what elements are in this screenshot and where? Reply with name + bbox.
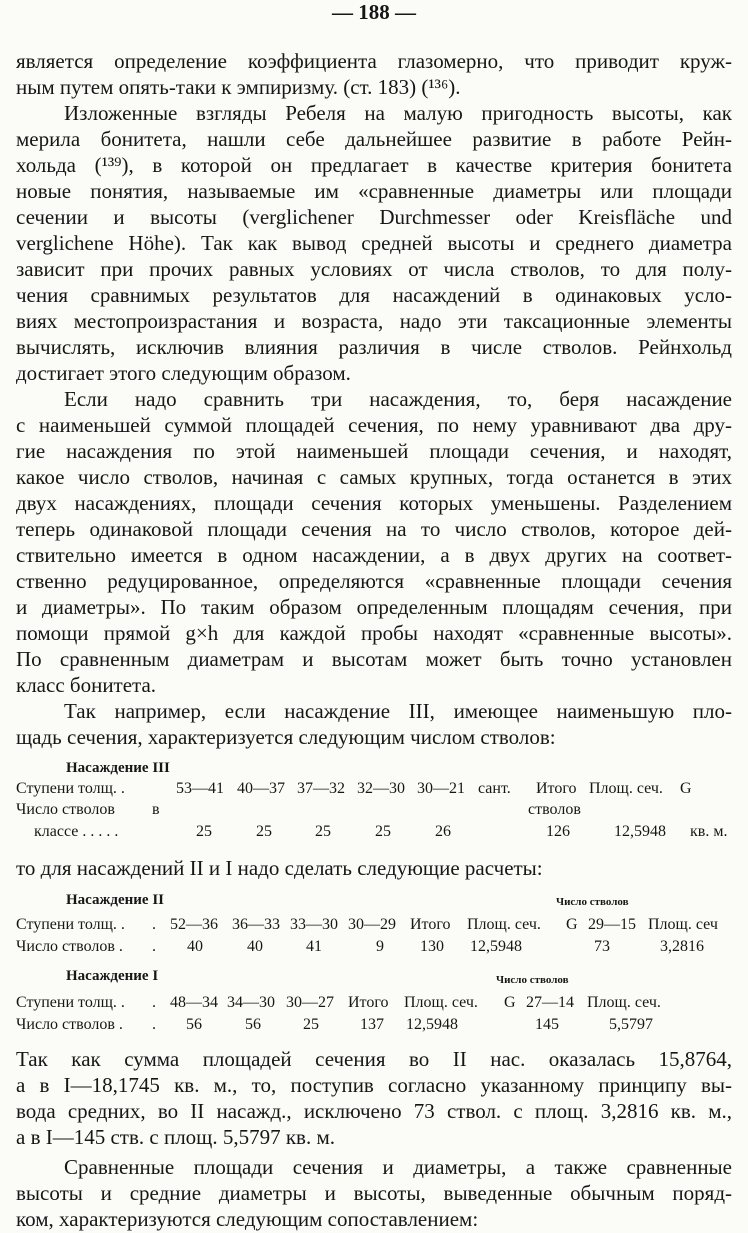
table-cell: Ступени толщ. . bbox=[16, 916, 125, 933]
table-cell: . bbox=[152, 1016, 156, 1033]
text-line: высоты и средние диаметры и высоты, выведенные обычным поряд- bbox=[16, 1181, 732, 1205]
table-cell: 73 bbox=[594, 938, 610, 955]
table-1-title: Насаждение I bbox=[66, 968, 159, 984]
text-line: хольда (¹³⁹), в которой он предлагает в качестве критерия бонитета bbox=[16, 153, 732, 177]
text-line: ственно редуцированное, определяются «сравненные площади сечения bbox=[16, 569, 732, 593]
table-cell: 9 bbox=[376, 938, 384, 955]
table-cell: G bbox=[680, 780, 692, 797]
table-cell: 36—33 bbox=[232, 916, 280, 933]
paragraph-5 bbox=[16, 1046, 732, 1150]
table-2-group-label: Число стволов bbox=[556, 896, 629, 908]
text-line: зависит при прочих равных условиях от числа стволов, то для полу- bbox=[16, 257, 732, 281]
table-cell: 30—21 bbox=[417, 780, 465, 797]
table-cell: 25 bbox=[303, 1016, 319, 1033]
text-line: является определение коэффициента глазомерно, что приводит круж- bbox=[16, 49, 732, 73]
table-cell: 48—34 bbox=[170, 994, 218, 1011]
table-cell: 137 bbox=[360, 1016, 384, 1033]
table-cell: 25 bbox=[375, 823, 391, 840]
table-cell: сант. bbox=[478, 780, 511, 797]
table-cell: 12,5948 bbox=[406, 1016, 458, 1033]
text-line: вода средних, во II насажд., исключено 73 ствол. с площ. 3,2816 кв. м., bbox=[16, 1099, 732, 1123]
text-line: Сравненные площади сечения и диаметры, а также сравненные bbox=[64, 1155, 732, 1179]
table-cell: 56 bbox=[186, 1016, 202, 1033]
text-line: с наименьшей суммой площадей сечения, по нему уравнивают два дру- bbox=[16, 413, 732, 437]
table-cell: 130 bbox=[420, 938, 444, 955]
paragraph-2 bbox=[16, 100, 732, 386]
table-cell: кв. м. bbox=[690, 823, 728, 840]
table-cell: Площ. сеч. bbox=[589, 780, 663, 797]
table-cell: . bbox=[152, 938, 156, 955]
table-cell: 29—15 bbox=[588, 916, 636, 933]
text-line: помощи прямой g×h для каждой пробы находят «сравненные высоты». bbox=[16, 621, 732, 645]
text-line: достигает этого следующим образом. bbox=[16, 361, 351, 385]
table-cell: 52—36 bbox=[170, 916, 218, 933]
table-cell: 5,5797 bbox=[609, 1016, 653, 1033]
table-cell: . bbox=[152, 916, 156, 933]
table-cell: 56 bbox=[245, 1016, 261, 1033]
table-cell: 41 bbox=[306, 938, 322, 955]
text-line: теперь одинаковой площади сечения на то число стволов, которое дей- bbox=[16, 517, 732, 541]
table-cell: 37—32 bbox=[297, 780, 345, 797]
table-cell: 25 bbox=[315, 823, 331, 840]
table-cell: 12,5948 bbox=[470, 938, 522, 955]
text-line: ствительно имеется в одном насаждении, а в двух других на соответ- bbox=[16, 543, 732, 567]
table-cell: Ступени толщ. . bbox=[16, 994, 125, 1011]
table-cell: G bbox=[504, 994, 516, 1011]
table-cell: 12,5948 bbox=[614, 823, 666, 840]
table-cell: Площ. сеч. bbox=[404, 994, 478, 1011]
table-intro-text: то для насаждений II и I надо сделать следующие расчеты: bbox=[16, 856, 543, 880]
text-line: Так как сумма площадей сечения во II нас. оказалась 15,8764, bbox=[16, 1047, 732, 1071]
text-line: ком, характеризуются следующим сопоставлением: bbox=[16, 1207, 479, 1231]
page-number: — 188 — bbox=[332, 0, 416, 24]
text-line: щадь сечения, характеризуется следующим числом стволов: bbox=[16, 725, 556, 749]
table-cell: 53—41 bbox=[176, 780, 224, 797]
table-cell: 25 bbox=[256, 823, 272, 840]
table-cell: в bbox=[152, 801, 160, 818]
table-cell: . bbox=[152, 994, 156, 1011]
table-cell: Итого bbox=[348, 994, 389, 1011]
text-line: Если надо сравнить три насаждения, то, беря насаждение bbox=[64, 387, 732, 411]
table-2-title: Насаждение II bbox=[66, 892, 164, 908]
table-cell: 30—29 bbox=[348, 916, 396, 933]
text-line: и диаметры». По таким образом определенным площадям сечения, при bbox=[16, 595, 732, 619]
paragraph-1 bbox=[16, 48, 732, 100]
table-cell: Площ. сеч bbox=[648, 916, 718, 933]
table-cell: G bbox=[566, 916, 578, 933]
text-line: чения сравнимых результатов для насаждений в одинаковых усло- bbox=[16, 283, 732, 307]
table-cell: Число стволов . bbox=[16, 938, 123, 955]
text-line: гие насаждения по этой наименьшей площади сечения, и находят, bbox=[16, 439, 732, 463]
text-line: ным путем опять-таки к эмпиризму. (ст. 183) (¹³⁶). bbox=[16, 75, 461, 99]
text-line: Изложенные взгляды Ребеля на малую пригодность высоты, как bbox=[64, 101, 732, 125]
table-1-group-label: Число стволов bbox=[496, 974, 569, 986]
table-cell: 40—37 bbox=[237, 780, 285, 797]
text-line: вычислять, исключив влияния различия в числе стволов. Рейнхольд bbox=[16, 335, 732, 359]
table-cell: стволов bbox=[528, 801, 581, 818]
paragraph-6 bbox=[16, 1154, 732, 1232]
text-line: двух насаждениях, площади сечения которых уменьшены. Разделением bbox=[16, 491, 732, 515]
table-cell: Число стволов . bbox=[16, 1016, 123, 1033]
table-cell: Итого bbox=[536, 780, 577, 797]
table-cell: классе . . . . . bbox=[34, 823, 119, 840]
table-cell: 27—14 bbox=[526, 994, 574, 1011]
text-line: а в I—18,1745 кв. м., то, поступив согласно указанному принципу вы- bbox=[16, 1073, 732, 1097]
text-line: какое число стволов, начиная с самых крупных, тогда останется в этих bbox=[16, 465, 732, 489]
text-line: виях местопроизрастания и возраста, надо эти таксационные элементы bbox=[16, 309, 732, 333]
table-cell: 30—27 bbox=[286, 994, 334, 1011]
table-cell: 40 bbox=[187, 938, 203, 955]
table-cell: 26 bbox=[435, 823, 451, 840]
text-line: новые понятия, называемые им «сравненные диаметры или площади bbox=[16, 179, 732, 203]
table-cell: Площ. сеч. bbox=[587, 994, 661, 1011]
table-cell: Площ. сеч. bbox=[467, 916, 541, 933]
table-cell: Итого bbox=[410, 916, 451, 933]
table-cell: 34—30 bbox=[227, 994, 275, 1011]
text-line: а в I—145 ств. с площ. 5,5797 кв. м. bbox=[16, 1125, 336, 1149]
table-cell: 145 bbox=[535, 1016, 559, 1033]
table-3-title: Насаждение III bbox=[66, 760, 170, 776]
text-line: verglichene Höhe). Так как вывод средней высоты и среднего диаметра bbox=[16, 231, 732, 255]
table-cell: 40 bbox=[247, 938, 263, 955]
text-line: сечении и высоты (verglichener Durchmesser oder Kreisfläche und bbox=[16, 205, 732, 229]
text-line: мерила бонитета, нашли себе дальнейшее развитие в работе Рейн- bbox=[16, 127, 732, 151]
table-cell: 33—30 bbox=[290, 916, 338, 933]
text-line: По сравненным диаметрам и высотам может быть точно установлен bbox=[16, 647, 732, 671]
table-cell: Ступени толщ. . bbox=[16, 780, 125, 797]
table-cell: 3,2816 bbox=[660, 938, 704, 955]
paragraph-4 bbox=[16, 698, 732, 750]
table-cell: Число стволов bbox=[16, 801, 115, 818]
text-line: класс бонитета. bbox=[16, 673, 157, 697]
table-cell: 25 bbox=[196, 823, 212, 840]
text-line: Так например, если насаждение III, имеющее наименьшую пло- bbox=[64, 699, 732, 723]
table-cell: 126 bbox=[546, 823, 570, 840]
paragraph-3 bbox=[16, 386, 732, 698]
table-cell: 32—30 bbox=[357, 780, 405, 797]
